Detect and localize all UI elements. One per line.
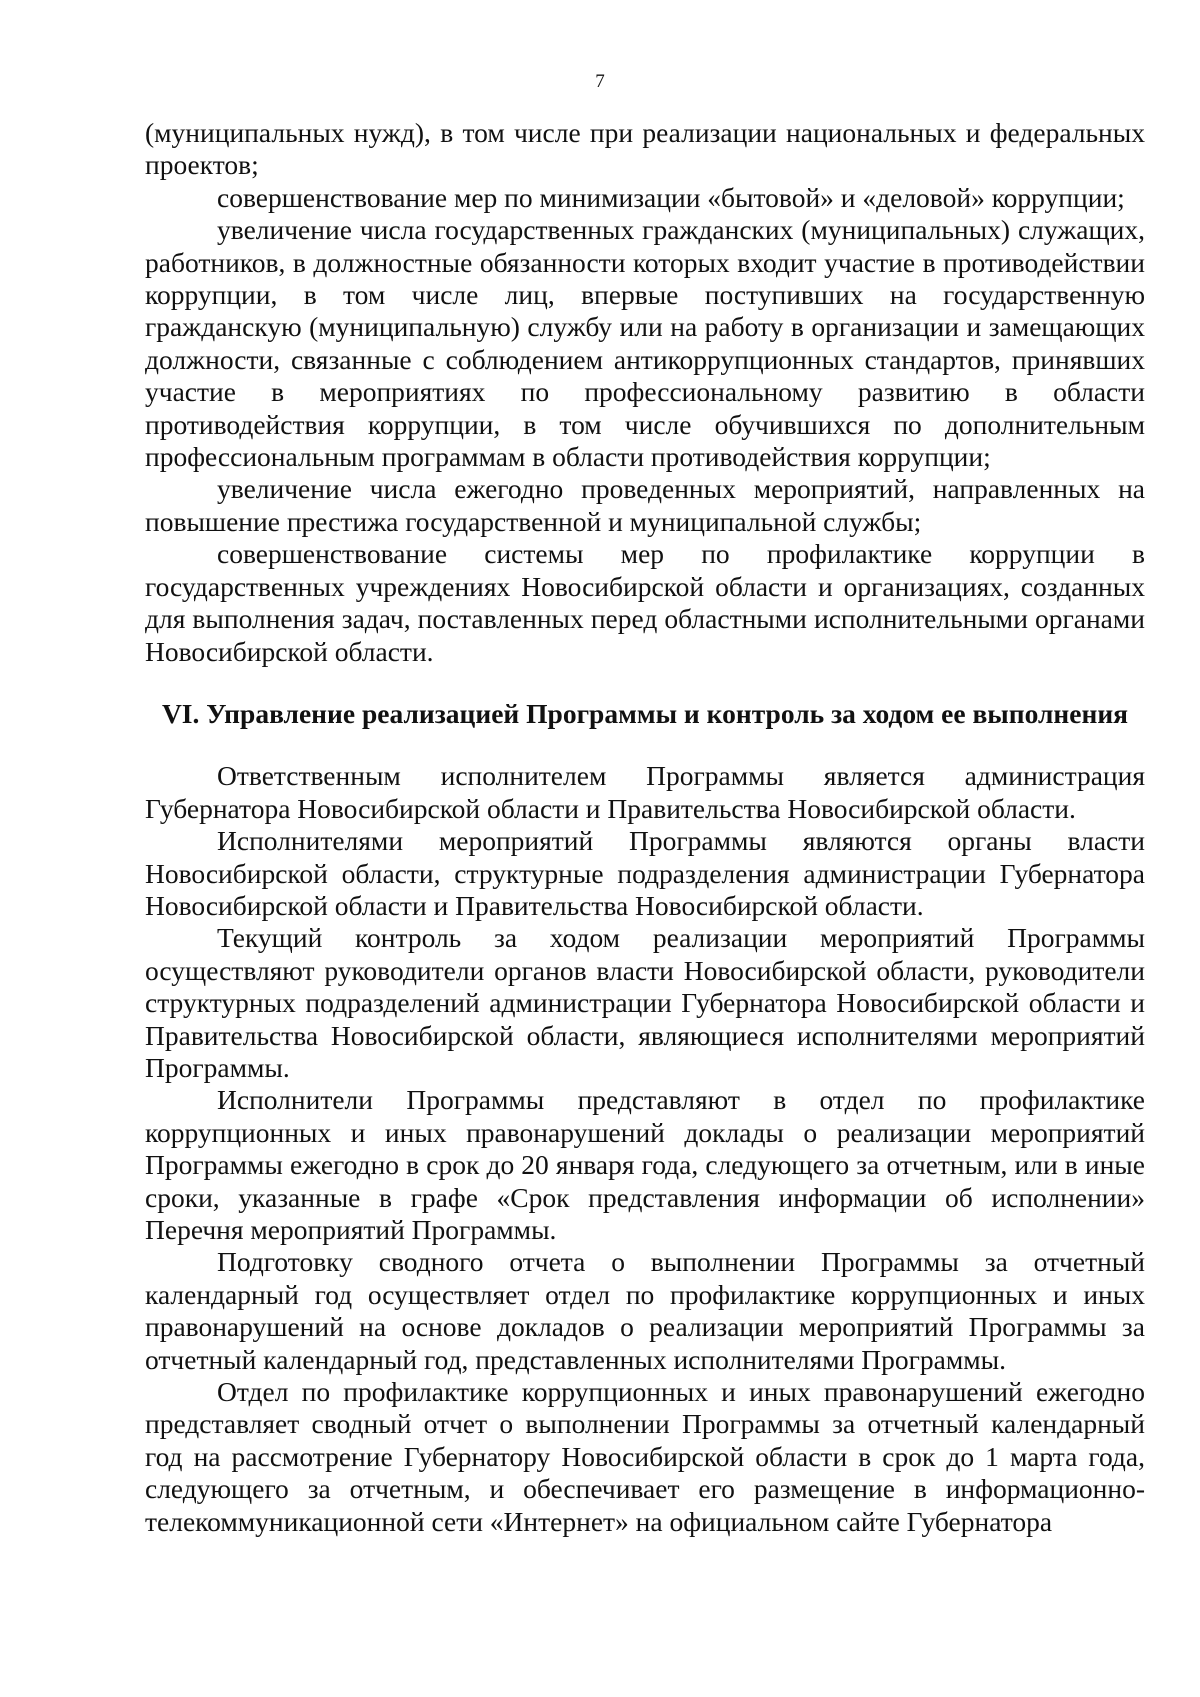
- paragraph: совершенствование системы мер по профилактике коррупции в государственных учреждениях Новосибирской области и организациях, созданных для выполнения задач, поставленных перед областными исполнительными органами Новосибирской области.: [145, 538, 1145, 667]
- paragraph: Подготовку сводного отчета о выполнении Программы за отчетный календарный год осуществляет отдел по профилактике коррупционных и иных правонарушений на основе докладов о реализации мероприятий Программы за отчетный календарный год, представленных исполнителями Программы.: [145, 1246, 1145, 1375]
- section-heading: VI. Управление реализацией Программы и контроль за ходом ее выполнения: [161, 697, 1129, 729]
- paragraph: Текущий контроль за ходом реализации мероприятий Программы осуществляют руководители органов власти Новосибирской области, руководители структурных подразделений администрации Губернатора Новосибирской области и Правительства Новосибирской области, являющиеся исполнителями мероприятий Программы.: [145, 922, 1145, 1083]
- document-body: [145, 117, 1145, 1538]
- paragraph: увеличение числа ежегодно проведенных мероприятий, направленных на повышение престижа государственной и муниципальной службы;: [145, 473, 1145, 537]
- paragraph: совершенствование мер по минимизации «бытовой» и «деловой» коррупции;: [217, 181, 1125, 213]
- page-number: 7: [595, 71, 605, 92]
- paragraph: Исполнители Программы представляют в отдел по профилактике коррупционных и иных правонарушений доклады о реализации мероприятий Программы ежегодно в срок до 20 января года, следующего за отчетным, или в иные сроки, указанные в графе «Срок представления информации об исполнении» Перечня мероприятий Программы.: [145, 1084, 1145, 1245]
- paragraph: увеличение числа государственных гражданских (муниципальных) служащих, работников, в должностные обязанности которых входит участие в противодействии коррупции, в том числе лиц, впервые поступивших на государственную гражданскую (муниципальную) службу или на работу в организации и замещающих должности, связанные с соблюдением антикоррупционных стандартов, принявших участие в мероприятиях по профессиональному развитию в области противодействия коррупции, в том числе обучившихся по дополнительным профессиональным программам в области противодействия коррупции;: [145, 214, 1145, 473]
- paragraph-continuation: (муниципальных нужд), в том числе при реализации национальных и федеральных проектов;: [145, 117, 1145, 181]
- paragraph: Исполнителями мероприятий Программы являются органы власти Новосибирской области, структурные подразделения администрации Губернатора Новосибирской области и Правительства Новосибирской области.: [145, 825, 1145, 921]
- paragraph: Отдел по профилактике коррупционных и иных правонарушений ежегодно представляет сводный отчет о выполнении Программы за отчетный календарный год на рассмотрение Губернатору Новосибирской области в срок до 1 марта года, следующего за отчетным, и обеспечивает его размещение в информационно-телекоммуникационной сети «Интернет» на официальном сайте Губернатора: [145, 1376, 1145, 1537]
- paragraph: Ответственным исполнителем Программы является администрация Губернатора Новосибирской области и Правительства Новосибирской области.: [145, 760, 1145, 824]
